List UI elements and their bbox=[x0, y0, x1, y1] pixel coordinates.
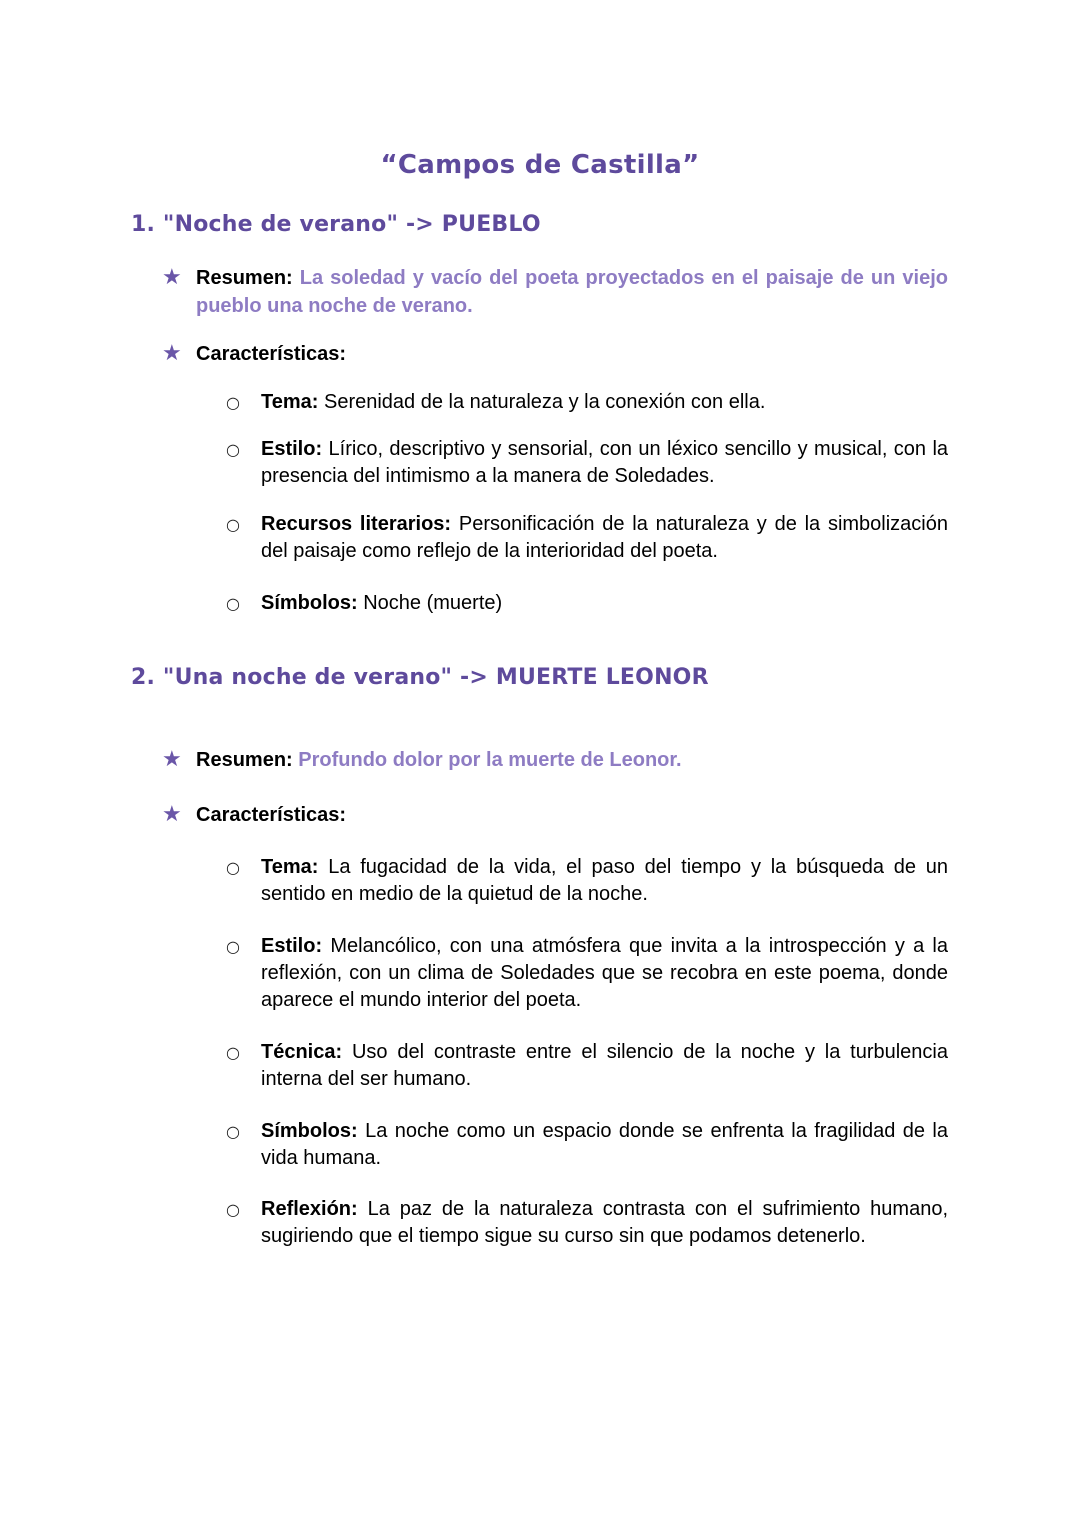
caracteristicas-item-1 bbox=[162, 340, 948, 368]
list-item bbox=[226, 854, 948, 908]
circle-bullet-icon: ○ bbox=[226, 594, 240, 613]
item-label: Técnica: bbox=[261, 1041, 343, 1063]
document-title: “Campos de Castilla” bbox=[380, 150, 700, 180]
resumen-text: La soledad y vacío del poeta proyectados en el paisaje de un viejo pueblo una noche de verano. bbox=[196, 267, 948, 317]
list-item bbox=[226, 933, 948, 1014]
caracteristicas-label: Características: bbox=[196, 804, 347, 826]
item-label: Tema: bbox=[261, 856, 319, 878]
item-text: Serenidad de la naturaleza y la conexión con ella. bbox=[323, 391, 766, 413]
list-item bbox=[226, 389, 948, 416]
circle-bullet-icon: ○ bbox=[226, 1122, 240, 1141]
list-item bbox=[226, 511, 948, 565]
section-heading-2: 2. "Una noche de verano" -> MUERTE LEONOR bbox=[131, 665, 709, 690]
item-label: Símbolos: bbox=[261, 592, 358, 614]
star-bullet-icon: ★ bbox=[162, 802, 182, 827]
circle-bullet-icon: ○ bbox=[226, 515, 240, 534]
item-text: La fugacidad de la vida, el paso del tiempo y la búsqueda de un sentido en medio de la quietud de la noche. bbox=[261, 856, 949, 905]
item-text: Melancólico, con una atmósfera que invita a la introspección y a la reflexión, con un clima de Soledades que se recobra en este poema, donde aparece el mundo interior del poeta. bbox=[261, 935, 948, 1011]
caracteristicas-item-2 bbox=[162, 801, 948, 829]
item-label: Recursos literarios: bbox=[261, 513, 452, 535]
item-text: La noche como un espacio donde se enfrenta la fragilidad de la vida humana. bbox=[261, 1120, 948, 1169]
star-bullet-icon: ★ bbox=[162, 265, 182, 290]
star-bullet-icon: ★ bbox=[162, 747, 182, 772]
circle-bullet-icon: ○ bbox=[226, 937, 240, 956]
resumen-label: Resumen: bbox=[196, 749, 293, 771]
circle-bullet-icon: ○ bbox=[226, 858, 240, 877]
circle-bullet-icon: ○ bbox=[226, 440, 240, 459]
list-item bbox=[226, 1196, 948, 1250]
item-label: Estilo: bbox=[261, 438, 323, 460]
list-item bbox=[226, 590, 948, 617]
item-label: Símbolos: bbox=[261, 1120, 358, 1142]
item-text: Uso del contraste entre el silencio de la noche y la turbulencia interna del ser humano. bbox=[261, 1041, 948, 1090]
item-text: Lírico, descriptivo y sensorial, con un léxico sencillo y musical, con la presencia del intimismo a la manera de Soledades. bbox=[261, 438, 949, 487]
item-text: La paz de la naturaleza contrasta con el sufrimiento humano, sugiriendo que el tiempo sigue su curso sin que podamos detenerlo. bbox=[261, 1198, 948, 1247]
star-bullet-icon: ★ bbox=[162, 341, 182, 366]
item-label: Reflexión: bbox=[261, 1198, 358, 1220]
list-item bbox=[226, 1039, 948, 1093]
resumen-item-1 bbox=[162, 264, 948, 320]
caracteristicas-label: Características: bbox=[196, 343, 347, 365]
list-item bbox=[226, 436, 948, 490]
item-text: Noche (muerte) bbox=[363, 592, 503, 614]
item-text: Personificación de la naturaleza y de la simbolización del paisaje como reflejo de la interioridad del poeta. bbox=[261, 513, 948, 562]
item-label: Estilo: bbox=[261, 935, 323, 957]
circle-bullet-icon: ○ bbox=[226, 1043, 240, 1062]
resumen-label: Resumen: bbox=[196, 267, 293, 289]
item-label: Tema: bbox=[261, 391, 319, 413]
section-heading-1: 1. "Noche de verano" -> PUEBLO bbox=[131, 212, 541, 237]
list-item bbox=[226, 1118, 948, 1172]
circle-bullet-icon: ○ bbox=[226, 393, 240, 412]
resumen-item-2 bbox=[162, 746, 948, 774]
circle-bullet-icon: ○ bbox=[226, 1200, 240, 1219]
resumen-text: Profundo dolor por la muerte de Leonor. bbox=[298, 749, 682, 771]
